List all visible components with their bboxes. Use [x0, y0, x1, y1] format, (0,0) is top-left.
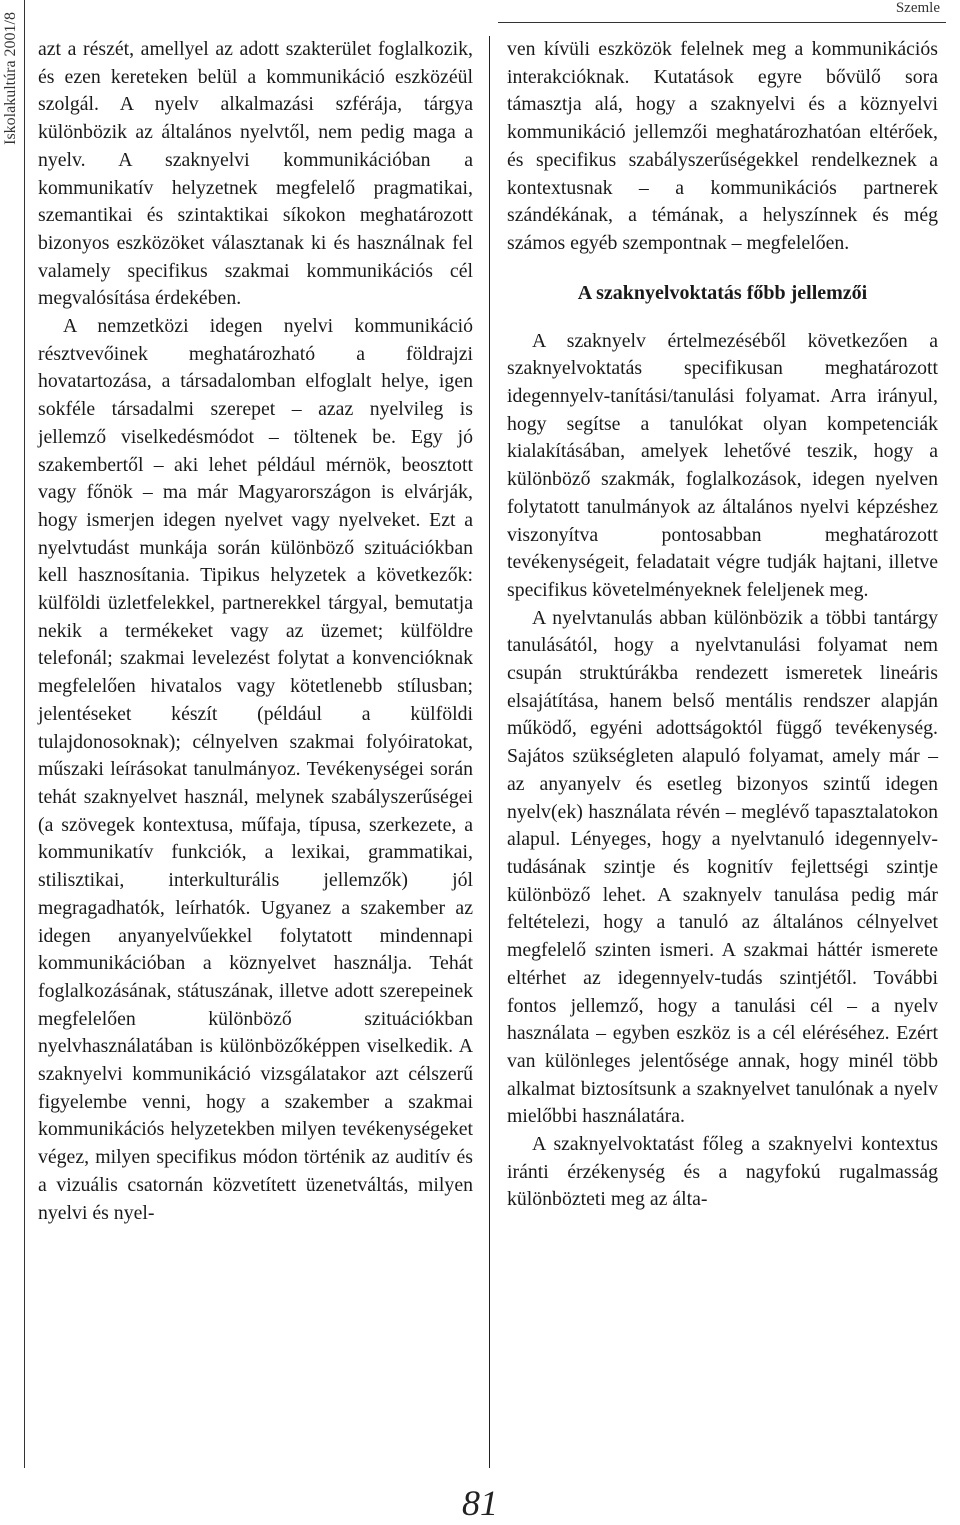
section-label: Szemle [895, 0, 940, 16]
left-column [38, 36, 473, 1227]
section-heading: A szaknyelvoktatás főbb jellemzői [577, 281, 868, 304]
right-paragraph-2: A szaknyelv értelmezéséből következően a szaknyelvoktatás specifikusan meghatározott idegennyelv-tanítási/tanulási folyamat. Arra irányul, hogy segítse a tanulókat olyan kompetenciák kialakításában, amelyek lehetővé teszik, hogy a különböző szakmák, foglalkozások, idegen nyelven folytatott tanulmányok az általános nyelvi képzéshez viszonyítva pontosabban meghatározott tevékenységeit, feladatait végre tudják hajtani, illetve specifikus követelményeknek feleljenek meg. [507, 329, 938, 601]
header-rule [498, 22, 946, 23]
left-paragraph-2: A nemzetközi idegen nyelvi kommunikáció résztvevőinek meghatározható a földrajzi hovatartozása, a társadalomban elfoglalt helye, igen sokféle társadalmi szerepet – azaz nyelvileg is jellemző viselkedésmódot – töltenek be. Egy jó szakembertől – aki lehet például mérnök, beosztott vagy főnök – ma már Magyarországon is elvárják, hogy ismerjen idegen nyelvet vagy nyelveket. Ezt a nyelvtudást munkája során különböző szituációkban kell hasznosítania. Tipikus helyzetek a következők: külföldi üzletfelekkel, partnerekkel tárgyal, bemutatja nekik a termékeket vagy az üzemet; külföldre telefonál; szakmai levelezést folytat a konvencióknak megfelelően hivatalos vagy kötetlenebb stílusban; jelentéseket készít (például a külföldi tulajdonosoknak); célnyelven szakmai folyóiratokat, műszaki leírásokat tanulmányoz. Tevékenységei során tehát szaknyelvet használ, melynek szabályszerűségei (a szövegek kontextusa, műfaja, típusa, szerkezete, a kommunikatív funkciók, a lexikai, grammatikai, stilisztikai, interkulturális jellemzők) jól megragadhatók, leírhatók. Ugyanez a szakember az idegen anyanyelvűekkel folytatott mindennapi kommunikációban a köznyelvet használja. Tehát foglalkozásának, státuszának, illetve adott szerepeinek megfelelően különböző szituációkban nyelvhasználatában is különbözőképpen viselkedik. A szaknyelvi kommunikáció vizsgálatakor azt célszerű figyelembe venni, hogy a szakember a szakmai kommunikációs helyzetekben milyen tevékenységeket végez, milyen specifikus módon történik az auditív és a vizuális csatornán közvetített üzenetváltás, milyen nyelvi és nyel- [38, 315, 473, 1224]
right-paragraph-3: A nyelvtanulás abban különbözik a többi tantárgy tanulásától, hogy a nyelvtanulási folyamat nem csupán struktúrákba rendezett ismeretek lineáris elsajátítása, hanem belső mentális rendszer alapján működő, egyéni adottságoktól függő tevékenység. Sajátos szükségleten alapuló folyamat, amely már – az anyanyelv és esetleg bizonyos szintű idegen nyelv(ek) használata révén – meglévő tapasztalatokon alapul. Lényeges, hogy a nyelvtanuló idegennyelv-tudásának szintje és kognitív fejlettségi szintje különböző lehet. A szaknyelv tanulása pedig már feltételezi, hogy a tanuló az általános célnyelvet megfelelő szinten ismeri. A szakmai háttér ismerete eltérhet az idegennyelv-tudás szintjétől. További fontos jellemző, hogy a tanulási cél – a nyelv használata – egyben eszköz is a cél eléréséhez. Ezért van különleges jelentősége annak, hogy minél több alkalmat biztosítsunk a szaknyelvet tanulónak a nyelv mielőbbi használatára. [507, 606, 938, 1128]
column-divider [489, 36, 490, 1468]
journal-title: Iskolakultúra 2001/8 [2, 12, 19, 145]
journal-sidebar [0, 0, 25, 1468]
left-paragraph-1: azt a részét, amellyel az adott szakterület foglalkozik, és ezen kereteken belül a kommunikáció eszközéül szolgál. A nyelv alkalmazási szférája, tárgya különbözik az általános nyelvtől, nem pedig maga a nyelv. A szaknyelvi kommunikációban a kommunikatív helyzetnek megfelelő pragmatikai, szemantikai és szintaktikai síkokon meghatározott bizonyos eszközöket választanak ki és használnak fel valamely specifikus szakmai kommunikációs cél megvalósítása érdekében. [38, 38, 473, 310]
right-paragraph-1: ven kívüli eszközök felelnek meg a kommunikációs interakcióknak. Kutatások egyre bővülő sora támasztja alá, hogy a szaknyelvi és a köznyelvi kommunikáció jellemzői meghatározhatóan eltérőek, és specifikus szabályszerűségekkel rendelkeznek a kontextusnak – a kommunikációs partnerek szándékának, a témának, a helyszínnek és még számos egyéb szempontnak – megfelelően. [507, 38, 938, 254]
page-number: 81 [462, 1483, 498, 1523]
right-column [507, 36, 938, 1214]
right-paragraph-4: A szaknyelvoktatást főleg a szaknyelvi kontextus iránti érzékenység és a nagyfokú rugalmasság különbözteti meg az álta- [507, 1133, 938, 1211]
